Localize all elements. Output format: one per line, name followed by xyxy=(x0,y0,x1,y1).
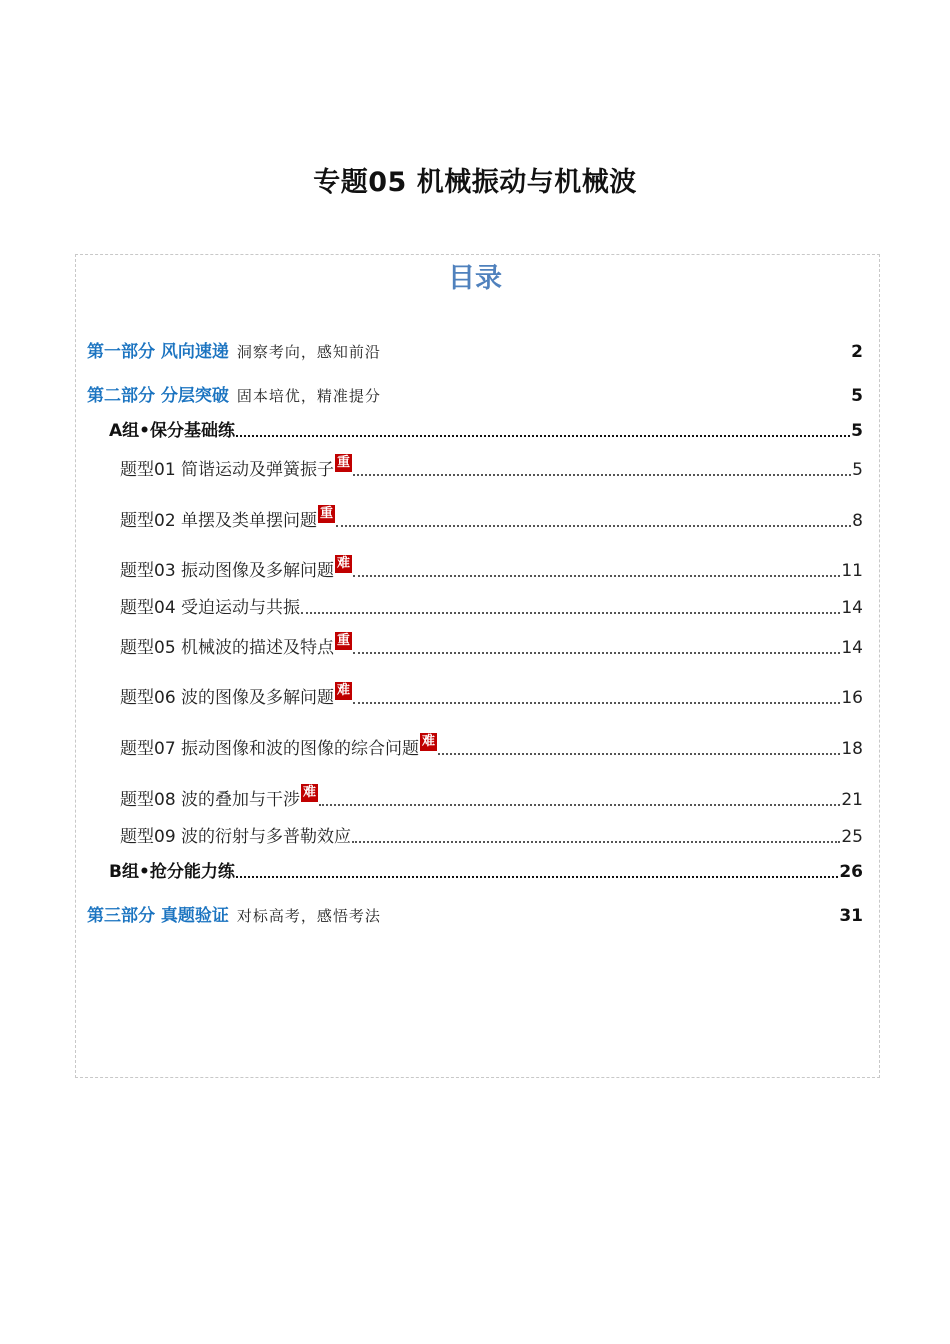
page-number: 26 xyxy=(839,862,863,882)
difficulty-badge: 难 xyxy=(337,556,351,571)
dot-leader xyxy=(352,831,840,843)
dot-leader xyxy=(301,602,840,614)
importance-badge: 重 xyxy=(337,633,351,648)
page-number: 16 xyxy=(841,688,863,708)
part-label: 第二部分 分层突破 xyxy=(87,386,229,406)
page-number: 5 xyxy=(851,386,863,406)
toc-group-b[interactable] xyxy=(109,857,863,882)
toc-item-08[interactable] xyxy=(120,785,863,810)
dot-leader xyxy=(236,425,850,437)
page-number: 31 xyxy=(839,906,863,926)
difficulty-badge: 难 xyxy=(422,734,436,749)
importance-badge: 重 xyxy=(320,506,334,521)
part-label: 第一部分 风向速递 xyxy=(87,342,229,362)
dot-leader xyxy=(353,692,840,704)
toc-item-03[interactable] xyxy=(120,556,863,581)
toc-frame xyxy=(75,254,880,1078)
item-label: 题型08 波的叠加与干涉 xyxy=(120,790,301,810)
page-number: 5 xyxy=(852,460,863,480)
page-number: 18 xyxy=(841,739,863,759)
page-number: 11 xyxy=(841,561,863,581)
difficulty-badge: 难 xyxy=(337,683,351,698)
part-subtitle: 对标高考，感悟考法 xyxy=(236,907,381,925)
page-number: 8 xyxy=(852,511,863,531)
toc-item-05[interactable] xyxy=(120,633,863,658)
importance-badge: 重 xyxy=(337,455,351,470)
toc-item-01[interactable] xyxy=(120,455,863,480)
toc-item-04[interactable] xyxy=(120,593,863,618)
group-label: A组•保分基础练 xyxy=(109,421,236,441)
toc-item-09[interactable] xyxy=(120,822,863,847)
toc-part-2[interactable] xyxy=(87,381,863,406)
item-label: 题型01 简谐运动及弹簧振子 xyxy=(120,460,335,480)
dot-leader xyxy=(319,794,840,806)
document-title: 专题05 机械振动与机械波 xyxy=(313,167,637,198)
item-label: 题型07 振动图像和波的图像的综合问题 xyxy=(120,739,420,759)
part-subtitle: 洞察考向，感知前沿 xyxy=(236,343,381,361)
page-number: 2 xyxy=(851,342,863,362)
toc-group-a[interactable] xyxy=(109,416,863,441)
toc-item-02[interactable] xyxy=(120,506,863,531)
toc-heading: 目录 xyxy=(448,263,502,294)
page-number: 5 xyxy=(851,421,863,441)
item-label: 题型04 受迫运动与共振 xyxy=(120,598,301,618)
page-number: 21 xyxy=(841,790,863,810)
dot-leader xyxy=(353,464,851,476)
part-label: 第三部分 真题验证 xyxy=(87,906,229,926)
item-label: 题型02 单摆及类单摆问题 xyxy=(120,511,318,531)
part-subtitle: 固本培优，精准提分 xyxy=(236,387,381,405)
page-number: 14 xyxy=(841,598,863,618)
page-number: 14 xyxy=(841,638,863,658)
group-label: B组•抢分能力练 xyxy=(109,862,235,882)
toc-part-3[interactable] xyxy=(87,901,863,926)
item-label: 题型09 波的衍射与多普勒效应 xyxy=(120,827,352,847)
dot-leader xyxy=(353,565,840,577)
toc-item-07[interactable] xyxy=(120,734,863,759)
item-label: 题型05 机械波的描述及特点 xyxy=(120,638,335,658)
dot-leader xyxy=(353,642,840,654)
dot-leader xyxy=(236,866,839,878)
toc-part-1[interactable] xyxy=(87,337,863,362)
item-label: 题型03 振动图像及多解问题 xyxy=(120,561,335,581)
page-number: 25 xyxy=(841,827,863,847)
dot-leader xyxy=(336,515,851,527)
toc-item-06[interactable] xyxy=(120,683,863,708)
difficulty-badge: 难 xyxy=(303,785,317,800)
dot-leader xyxy=(438,743,840,755)
item-label: 题型06 波的图像及多解问题 xyxy=(120,688,335,708)
